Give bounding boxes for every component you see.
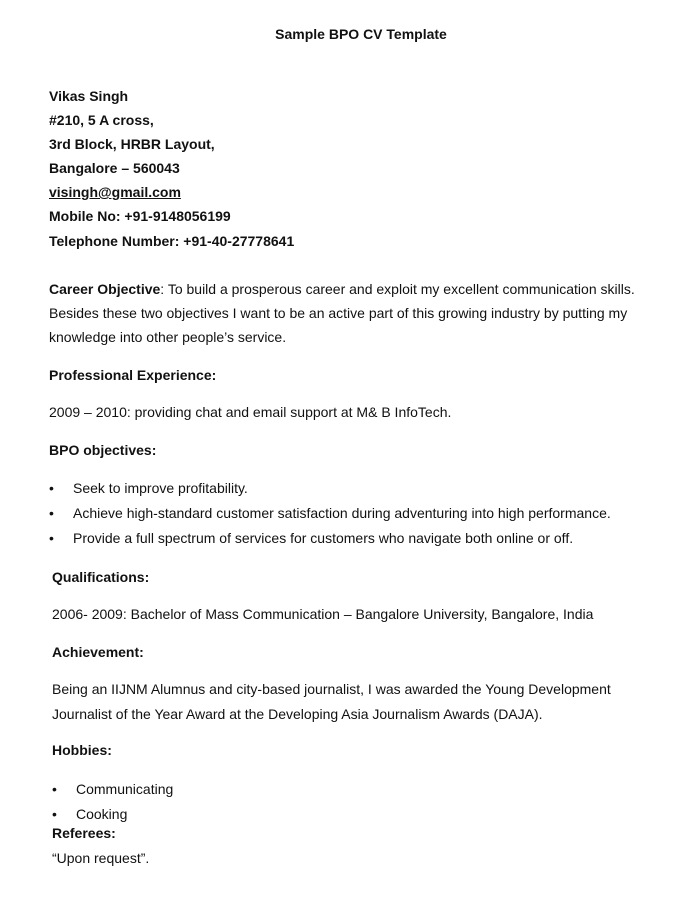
list-item-text: Cooking — [76, 806, 128, 822]
referees-text: “Upon request”. — [52, 850, 150, 866]
achievement-heading: Achievement: — [52, 644, 144, 660]
contact-address-line: Bangalore – 560043 — [49, 160, 180, 176]
qualifications-text: 2006- 2009: Bachelor of Mass Communication – Bangalore University, Bangalore, India — [52, 606, 594, 622]
bullet-icon: • — [49, 505, 54, 521]
contact-telephone: Telephone Number: +91-40-27778641 — [49, 233, 295, 249]
list-item-text: Seek to improve profitability. — [73, 480, 248, 496]
bullet-icon: • — [49, 530, 54, 546]
contact-email-link[interactable]: visingh@gmail.com — [49, 184, 181, 200]
bpo-objectives-heading: BPO objectives: — [49, 442, 157, 458]
career-objective-label: Career Objective — [49, 281, 161, 297]
hobbies-heading: Hobbies: — [52, 742, 112, 758]
bullet-icon: • — [52, 806, 57, 822]
career-objective-line — [49, 280, 635, 298]
contact-address-line: 3rd Block, HRBR Layout, — [49, 136, 215, 152]
qualifications-heading: Qualifications: — [52, 569, 150, 585]
career-objective-text: : To build a prosperous career and exploit my excellent communication skills. — [160, 281, 635, 297]
contact-name: Vikas Singh — [49, 88, 129, 104]
achievement-text: Being an IIJNM Alumnus and city-based journalist, I was awarded the Young Development — [52, 681, 611, 697]
document-title: Sample BPO CV Template — [275, 26, 447, 42]
bullet-icon: • — [49, 480, 54, 496]
contact-address-line: #210, 5 A cross, — [49, 112, 154, 128]
career-objective-line: Besides these two objectives I want to be an active part of this growing industry by putting my — [49, 305, 628, 321]
achievement-text: Journalist of the Year Award at the Developing Asia Journalism Awards (DAJA). — [52, 706, 543, 722]
career-objective-line: knowledge into other people’s service. — [49, 329, 287, 345]
list-item-text: Achieve high-standard customer satisfaction during adventuring into high performance. — [73, 505, 611, 521]
experience-heading: Professional Experience: — [49, 367, 217, 383]
experience-text: 2009 – 2010: providing chat and email support at M& B InfoTech. — [49, 404, 452, 420]
referees-heading: Referees: — [52, 825, 116, 841]
list-item-text: Communicating — [76, 781, 174, 797]
bullet-icon: • — [52, 781, 57, 797]
list-item-text: Provide a full spectrum of services for customers who navigate both online or off. — [73, 530, 574, 546]
contact-mobile: Mobile No: +91-9148056199 — [49, 208, 231, 224]
